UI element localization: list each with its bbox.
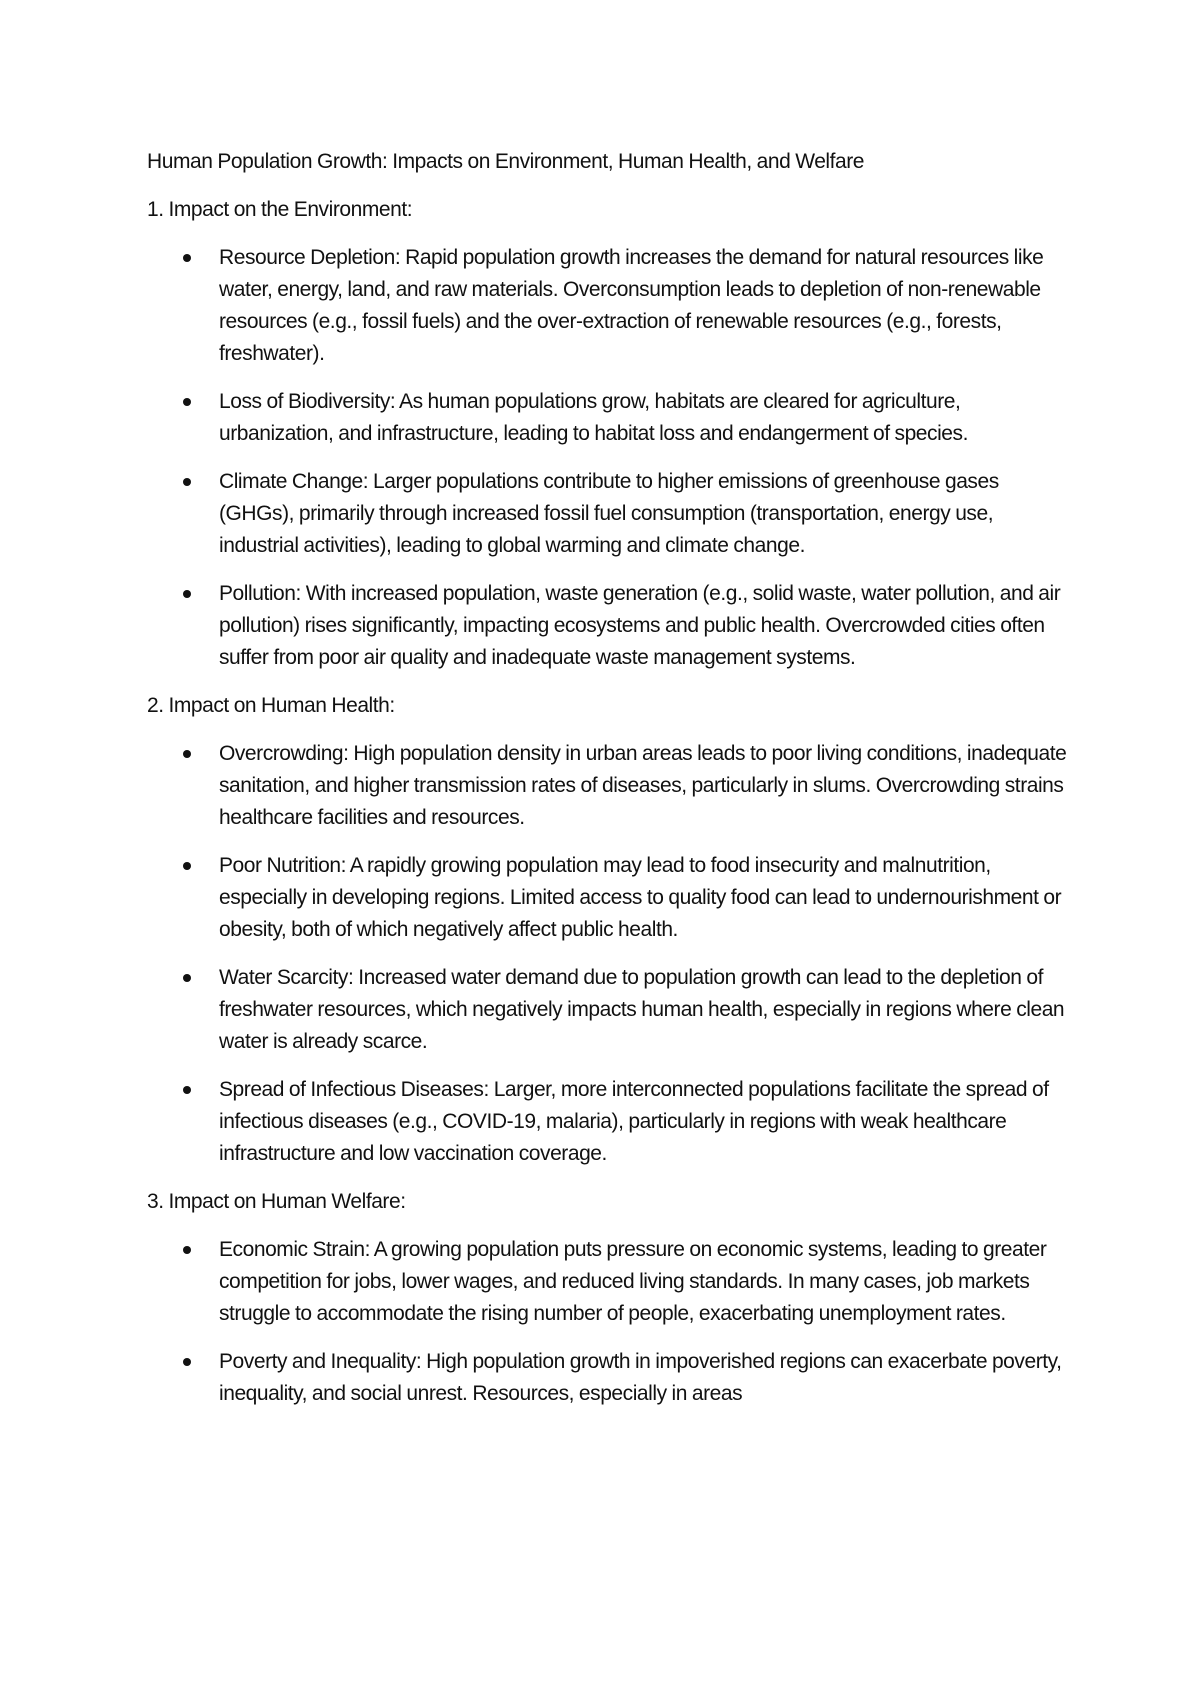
bullet-icon (183, 398, 191, 406)
list-item (147, 962, 1077, 1058)
list-item-text: Pollution: With increased population, waste generation (e.g., solid waste, water pollution, and air pollution) rises significantly, impacting ecosystems and public health. Overcrowded cities often suffer from poor air quality and inadequate waste management systems. (219, 582, 1061, 669)
bullet-list-environment (147, 242, 1077, 674)
list-item-text: Loss of Biodiversity: As human populations grow, habitats are cleared for agriculture, urbanization, and infrastructure, leading to habitat loss and endangerment of species. (219, 390, 968, 445)
document-page (147, 146, 1077, 1426)
bullet-icon (183, 254, 191, 262)
bullet-icon (183, 478, 191, 486)
document-title: Human Population Growth: Impacts on Environment, Human Health, and Welfare (147, 150, 865, 173)
list-item-text: Resource Depletion: Rapid population growth increases the demand for natural resources like water, energy, land, and raw materials. Overconsumption leads to depletion of non-renewable resources (e.g., fossil fuels) and the over-extraction of renewable resources (e.g., forests, freshwater). (219, 246, 1044, 365)
list-item (147, 738, 1077, 834)
list-item-text: Overcrowding: High population density in urban areas leads to poor living conditions, inadequate sanitation, and higher transmission rates of diseases, particularly in slums. Overcrowding strains healthcare facilities and resources. (219, 742, 1067, 829)
list-item-text: Spread of Infectious Diseases: Larger, more interconnected populations facilitate the spread of infectious diseases (e.g., COVID-19, malaria), particularly in regions with weak healthcare infrastructure and low vaccination coverage. (219, 1078, 1049, 1165)
section-heading-welfare: 3. Impact on Human Welfare: (147, 1190, 406, 1213)
section-heading-environment: 1. Impact on the Environment: (147, 198, 413, 221)
bullet-icon (183, 590, 191, 598)
list-item-text: Water Scarcity: Increased water demand due to population growth can lead to the depletion of freshwater resources, which negatively impacts human health, especially in regions where clean water is already scarce. (219, 966, 1065, 1053)
list-item-text: Climate Change: Larger populations contribute to higher emissions of greenhouse gases (GHGs), primarily through increased fossil fuel consumption (transportation, energy use, industrial activities), leading to global warming and climate change. (219, 470, 999, 557)
bullet-icon (183, 862, 191, 870)
list-item-text: Poor Nutrition: A rapidly growing population may lead to food insecurity and malnutrition, especially in developing regions. Limited access to quality food can lead to undernourishment or obesity, both of which negatively affect public health. (219, 854, 1062, 941)
list-item (147, 1234, 1077, 1330)
bullet-icon (183, 1086, 191, 1094)
list-item (147, 578, 1077, 674)
list-item (147, 1074, 1077, 1170)
list-item (147, 466, 1077, 562)
list-item-text: Economic Strain: A growing population puts pressure on economic systems, leading to greater competition for jobs, lower wages, and reduced living standards. In many cases, job markets struggle to accommodate the rising number of people, exacerbating unemployment rates. (219, 1238, 1047, 1325)
bullet-icon (183, 974, 191, 982)
section-heading-health: 2. Impact on Human Health: (147, 694, 395, 717)
bullet-list-welfare (147, 1234, 1077, 1410)
bullet-icon (183, 1358, 191, 1366)
list-item (147, 386, 1077, 450)
list-item (147, 1346, 1077, 1410)
list-item (147, 850, 1077, 946)
bullet-icon (183, 1246, 191, 1254)
bullet-list-health (147, 738, 1077, 1170)
list-item (147, 242, 1077, 370)
list-item-text: Poverty and Inequality: High population growth in impoverished regions can exacerbate poverty, inequality, and social unrest. Resources, especially in areas (219, 1350, 1062, 1405)
bullet-icon (183, 750, 191, 758)
